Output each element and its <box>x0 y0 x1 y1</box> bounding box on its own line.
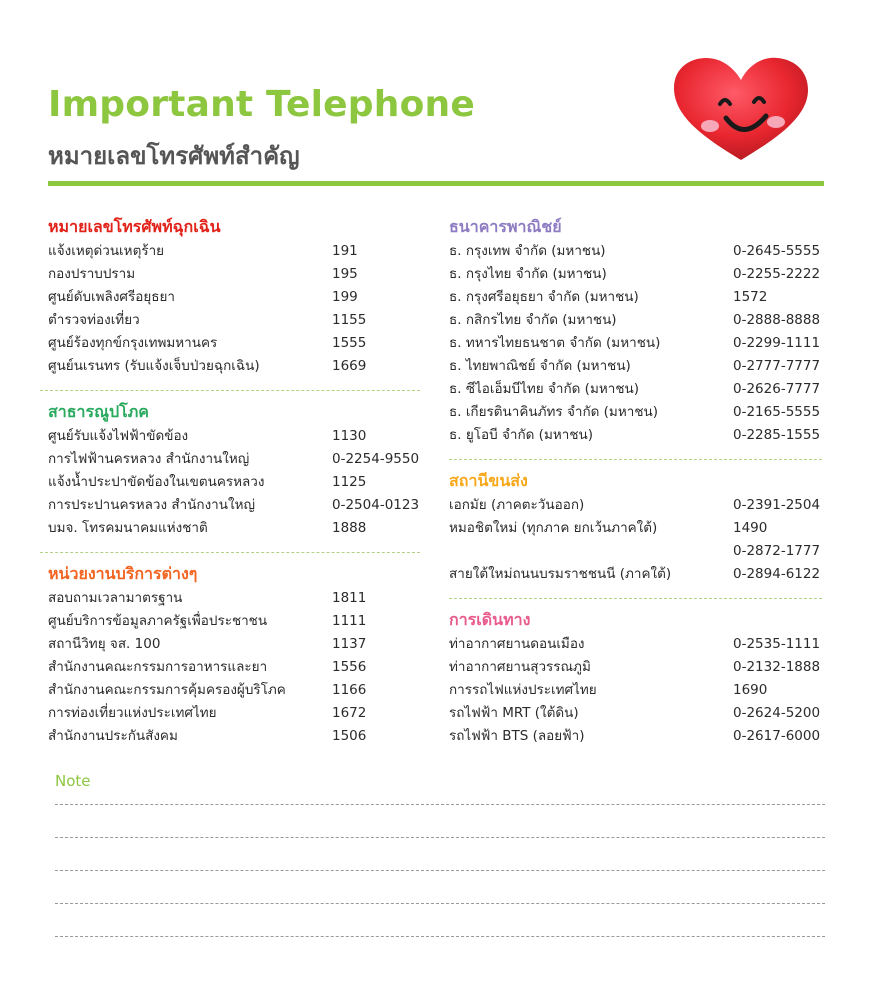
entry-label: ศูนย์บริการข้อมูลภาครัฐเพื่อประชาชน <box>48 613 268 629</box>
list-item <box>449 494 822 517</box>
emergency-list <box>48 240 420 378</box>
entry-label: ศูนย์รับแจ้งไฟฟ้าขัดข้อง <box>48 428 189 444</box>
phone-number: 0-2777-7777 <box>733 358 821 374</box>
phone-number: 0-2132-1888 <box>733 659 821 675</box>
list-item <box>449 517 822 540</box>
section-divider <box>449 598 822 599</box>
entry-label: สายใต้ใหม่ถนนบรมราชชนนี (ภาคใต้) <box>449 566 672 582</box>
phone-number: 0-2391-2504 <box>733 497 821 513</box>
list-item <box>449 355 822 378</box>
bus-terminals-list <box>449 494 822 586</box>
note-label: Note <box>55 772 91 790</box>
banks-list <box>449 240 822 447</box>
phone-number: 1690 <box>733 682 768 698</box>
phone-number: 195 <box>332 266 358 282</box>
entry-label: ท่าอากาศยานดอนเมือง <box>449 636 585 652</box>
list-item <box>449 424 822 447</box>
phone-number: 1137 <box>332 636 367 652</box>
phone-number: 199 <box>332 289 358 305</box>
phone-number: 0-2299-1111 <box>733 335 821 351</box>
entry-label: ศูนย์ดับเพลิงศรีอยุธยา <box>48 289 175 305</box>
entry-label: เอกมัย (ภาคตะวันออก) <box>449 497 585 513</box>
travel-list <box>449 633 822 748</box>
page-title: Important Telephone <box>48 84 475 125</box>
list-item <box>449 540 822 563</box>
phone-number: 0-2255-2222 <box>733 266 821 282</box>
entry-label: ธ. กรุงไทย จำกัด (มหาชน) <box>449 266 607 282</box>
note-line <box>55 804 825 805</box>
entry-label: ธ. กสิกรไทย จำกัด (มหาชน) <box>449 312 617 328</box>
entry-label: หมอชิตใหม่ (ทุกภาค ยกเว้นภาคใต้) <box>449 520 658 536</box>
list-item <box>48 332 420 355</box>
note-line <box>55 870 825 871</box>
phone-number: 0-2624-5200 <box>733 705 821 721</box>
section-divider <box>40 390 420 391</box>
phone-number: 1166 <box>332 682 367 698</box>
entry-label: การประปานครหลวง สำนักงานใหญ่ <box>48 497 255 513</box>
phone-number: 1555 <box>332 335 367 351</box>
entry-label: ศูนย์ร้องทุกข์กรุงเทพมหานคร <box>48 335 218 351</box>
list-item <box>48 448 420 471</box>
phone-number: 0-2626-7777 <box>733 381 821 397</box>
section-title-banks: ธนาคารพาณิชย์ <box>449 217 562 236</box>
list-item <box>48 679 420 702</box>
list-item <box>48 240 420 263</box>
page-subtitle: หมายเลขโทรศัพท์สำคัญ <box>48 142 300 170</box>
list-item <box>48 286 420 309</box>
section-title-travel: การเดินทาง <box>449 610 531 629</box>
list-item <box>48 633 420 656</box>
phone-number: 1506 <box>332 728 367 744</box>
title-divider <box>48 181 824 186</box>
list-item <box>48 656 420 679</box>
entry-label: รถไฟฟ้า MRT (ใต้ดิน) <box>449 705 579 721</box>
entry-label: สถานีวิทยุ จส. 100 <box>48 636 161 652</box>
list-item <box>449 656 822 679</box>
phone-number: 0-2285-1555 <box>733 427 821 443</box>
list-item <box>48 587 420 610</box>
list-item <box>449 725 822 748</box>
phone-number: 0-2645-5555 <box>733 243 821 259</box>
entry-label: รถไฟฟ้า BTS (ลอยฟ้า) <box>449 728 585 744</box>
entry-label: ธ. ซีไอเอ็มบีไทย จำกัด (มหาชน) <box>449 381 639 397</box>
phone-number: 0-2254-9550 <box>332 451 420 467</box>
phone-number: 1572 <box>733 289 768 305</box>
list-item <box>48 309 420 332</box>
right-column <box>449 214 822 748</box>
entry-label: ตำรวจท่องเที่ยว <box>48 312 140 328</box>
entry-label: การไฟฟ้านครหลวง สำนักงานใหญ่ <box>48 451 250 467</box>
left-column <box>48 214 420 748</box>
phone-number: 0-2888-8888 <box>733 312 821 328</box>
list-item <box>48 517 420 540</box>
list-item <box>48 263 420 286</box>
phone-number: 1669 <box>332 358 367 374</box>
utilities-list <box>48 425 420 540</box>
section-divider <box>40 552 420 553</box>
entry-label: ธ. กรุงศรีอยุธยา จำกัด (มหาชน) <box>449 289 639 305</box>
entry-label: ธ. กรุงเทพ จำกัด (มหาชน) <box>449 243 606 259</box>
list-item <box>449 679 822 702</box>
phone-number: 1111 <box>332 613 367 629</box>
section-title-utilities: สาธารณูปโภค <box>48 402 149 421</box>
list-item <box>48 610 420 633</box>
entry-label: ธ. ทหารไทยธนชาต จำกัด (มหาชน) <box>449 335 661 351</box>
list-item <box>48 702 420 725</box>
entry-label: สำนักงานคณะกรรมการอาหารและยา <box>48 659 268 675</box>
smiling-heart-icon <box>668 54 814 164</box>
section-divider <box>449 459 822 460</box>
list-item <box>449 378 822 401</box>
list-item <box>48 471 420 494</box>
entry-label: สำนักงานประกันสังคม <box>48 728 178 744</box>
list-item <box>449 263 822 286</box>
list-item <box>48 425 420 448</box>
list-item <box>449 332 822 355</box>
phone-number: 0-2617-6000 <box>733 728 821 744</box>
list-item <box>48 355 420 378</box>
list-item <box>449 702 822 725</box>
phone-number: 0-2165-5555 <box>733 404 821 420</box>
phone-number: 1556 <box>332 659 367 675</box>
entry-label: กองปราบปราม <box>48 266 136 282</box>
list-item <box>449 401 822 424</box>
phone-number: 1130 <box>332 428 367 444</box>
entry-label: ท่าอากาศยานสุวรรณภูมิ <box>449 659 591 675</box>
entry-label: ศูนย์นเรนทร (รับแจ้งเจ็บป่วยฉุกเฉิน) <box>48 358 260 374</box>
section-title-services: หน่วยงานบริการต่างๆ <box>48 564 198 583</box>
phone-number: 1125 <box>332 474 367 490</box>
phone-number: 191 <box>332 243 358 259</box>
note-line <box>55 837 825 838</box>
entry-label: แจ้งเหตุด่วนเหตุร้าย <box>48 243 165 259</box>
phone-number: 1490 <box>733 520 768 536</box>
services-list <box>48 587 420 748</box>
phone-number: 0-2894-6122 <box>733 566 821 582</box>
phone-number: 0-2504-0123 <box>332 497 420 513</box>
list-item <box>449 633 822 656</box>
list-item <box>48 725 420 748</box>
entry-label: แจ้งน้ำประปาขัดข้องในเขตนครหลวง <box>48 474 265 490</box>
entry-label: บมจ. โทรคมนาคมแห่งชาติ <box>48 520 208 536</box>
phone-number: 1672 <box>332 705 367 721</box>
entry-label: ธ. ไทยพาณิชย์ จำกัด (มหาชน) <box>449 358 631 374</box>
section-title-emergency: หมายเลขโทรศัพท์ฉุกเฉิน <box>48 217 221 236</box>
entry-label: ธ. ยูโอบี จำกัด (มหาชน) <box>449 427 593 443</box>
note-line <box>55 903 825 904</box>
list-item <box>449 240 822 263</box>
list-item <box>48 494 420 517</box>
phone-number: 1888 <box>332 520 367 536</box>
entry-label: สำนักงานคณะกรรมการคุ้มครองผู้บริโภค <box>48 682 286 698</box>
phone-number: 1811 <box>332 590 367 606</box>
entry-label: การรถไฟแห่งประเทศไทย <box>449 682 597 698</box>
list-item <box>449 286 822 309</box>
entry-label: สอบถามเวลามาตรฐาน <box>48 590 183 606</box>
entry-label: การท่องเที่ยวแห่งประเทศไทย <box>48 705 217 721</box>
phone-number: 1155 <box>332 312 367 328</box>
list-item <box>449 309 822 332</box>
list-item <box>449 563 822 586</box>
phone-number: 0-2872-1777 <box>733 543 821 559</box>
entry-label: ธ. เกียรตินาคินภัทร จำกัด (มหาชน) <box>449 404 658 420</box>
section-title-bus-terminals: สถานีขนส่ง <box>449 471 528 490</box>
phone-number: 0-2535-1111 <box>733 636 821 652</box>
note-line <box>55 936 825 937</box>
